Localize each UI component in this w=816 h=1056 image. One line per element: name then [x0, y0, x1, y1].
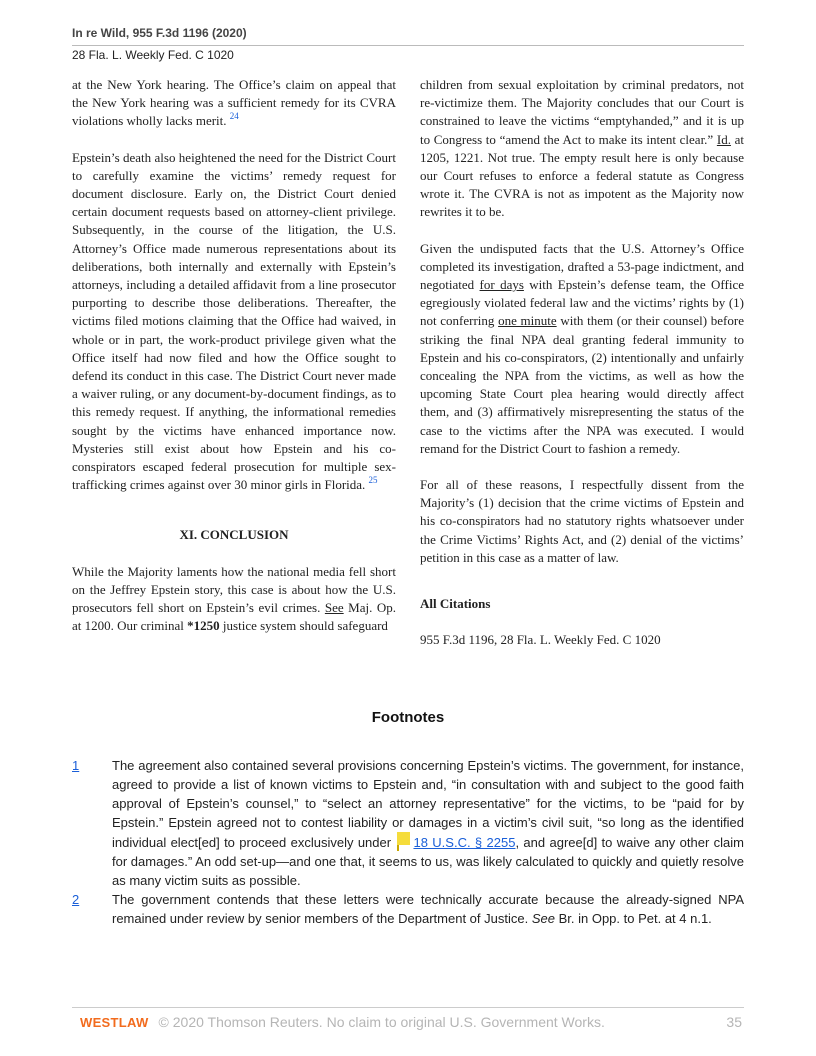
right-column [420, 76, 744, 667]
keycite-flag-icon[interactable] [397, 832, 410, 845]
footnote-number-2[interactable]: 2 [72, 892, 80, 907]
page-header [72, 24, 744, 63]
statute-link[interactable]: 18 U.S.C. § 2255 [413, 835, 516, 850]
footnote-text-1: The agreement also contained several provisions concerning Epstein’s victims. The government, for instance, agreed to provide a list of known victims to Epstein and, “in consultation with and subject to the good faith approval of Epstein’s counsel,” to “select an attorney representative” for the victims, to be “paid for by Epstein.” Epstein agreed not to contest liability or damages in a victim’s civil suit, “so long as the identified individual elect[ed] to proceed exclusively under 18 U.S.C. § 2255, and agree[d] to waive any other claim for damages.” An odd set-up—and one that, it seems to us, was likely calculated to quickly and quietly resolve as many victim suits as possible. [112, 758, 744, 888]
footnote-item [72, 756, 744, 890]
right-paragraph-1: children from sexual exploitation by criminal predators, not re-victimize them. The Majority concludes that our Court is constrained to leave the victims “emptyhanded,” and it is up to Congress to “amend the Act to make its intent clear.” Id. at 1205, 1221. Not true. The empty result here is only because our Court refuses to enforce a federal statute as Congress wrote it. The CVRA is not as impotent as the Majority now rewrites it to be. [420, 77, 744, 220]
left-column [72, 76, 396, 653]
footnote-ref-25[interactable]: 25 [368, 475, 378, 486]
footnote-number-1[interactable]: 1 [72, 758, 80, 773]
right-paragraph-3: For all of these reasons, I respectfully dissent from the Majority’s (1) decision that the crime victims of Epstein and his co-conspirators had no statutory rights whatsoever under the Crime Victims’ Rights Act, and (2) denial of the victims’ petition in this case as a matter of law. [420, 477, 744, 565]
underlined-one-minute: one minute [498, 313, 557, 329]
left-paragraph-1: at the New York hearing. The Office’s claim on appeal that the New York hearing was a sufficient remedy for its CVRA violations wholly lacks merit. $^{24}$ [72, 77, 396, 129]
see-signal: See [531, 911, 555, 926]
header-divider [72, 45, 744, 46]
copyright-notice: © 2020 Thomson Reuters. No claim to original U.S. Government Works. [158, 1014, 605, 1030]
left-paragraph-2: Epstein’s death also heightened the need for the District Court to carefully examine the victims’ remedy request for document disclosure. Early on, the District Court denied certain document requests based on attorney-client privilege. Subsequently, in the course of the litigation, the U.S. Attorney’s Office made numerous representations about its deliberations, both internally and externally with Epstein’s attorneys, including a detailed affidavit from a line prosecutor purporting to describe those deliberations. Thereafter, the victims filed motions claiming that the Office had waived, in whole or in part, the work-product privilege given what the Office itself had now filed and how the Office sought to defend its conduct in this case. The District Court never made a waiver ruling, or any document-by-document findings, as to this remedy request. If anything, the informational remedies sought by the victims have enhanced importance now. Mysteries still exist about how Epstein and his co-conspirators escaped federal prosecution for multiple sex-trafficking crimes against over 30 minor girls in Florida. $^{25}$ [72, 149, 396, 493]
footnote-ref-24[interactable]: 24 [229, 111, 239, 122]
left-paragraph-3: While the Majority laments how the national media fell short on the Jeffrey Epstein story, this case is about how the U.S. prosecutors fell short on Epstein’s evil crimes. See Maj. Op. at 1200. Our criminal *1250 justice system should safeguard [72, 563, 397, 634]
footnotes-heading: Footnotes [371, 709, 445, 726]
section-heading-conclusion: XI. CONCLUSION [179, 527, 289, 543]
see-signal: See [324, 600, 344, 616]
footnote-text-2: The government contends that these letters were technically accurate because the already-signed NPA remained under review by senior members of the Department of Justice. See Br. in Opp. to Pet. at 4 n.1. [112, 892, 744, 926]
all-citations-text: 955 F.3d 1196, 28 Fla. L. Weekly Fed. C 1020 [420, 632, 661, 648]
id-signal: Id. [716, 131, 731, 147]
westlaw-logo: WESTLAW [80, 1014, 149, 1030]
star-page: *1250 [187, 618, 220, 634]
underlined-for-days: for days [479, 277, 524, 293]
right-paragraph-2: Given the undisputed facts that the U.S. Attorney’s Office completed its investigation, drafted a 53-page indictment, and negotiated for days with Epstein’s defense team, the Office egregiously violated federal law and the victims’ rights by (1) not conferring one minute with them (or their counsel) before striking the final NPA deal granting federal immunity to Epstein and his co-conspirators, (2) intentionally and unfairly concealing the NPA from the victims, as well as how the upcoming State Court plea hearing would directly affect them, and (3) affirmatively misrepresenting the status of the case to the victims after the NPA was executed. I would remand for the District Court to fashion a remedy. [420, 240, 744, 456]
case-title: In re Wild, 955 F.3d 1196 (2020) [72, 26, 247, 40]
page-footer [72, 1007, 744, 1032]
footnote-item [72, 890, 744, 928]
all-citations-heading: All Citations [420, 596, 491, 612]
footnotes-list [72, 756, 744, 928]
page-number: 35 [726, 1014, 742, 1030]
case-citation: 28 Fla. L. Weekly Fed. C 1020 [72, 48, 234, 62]
